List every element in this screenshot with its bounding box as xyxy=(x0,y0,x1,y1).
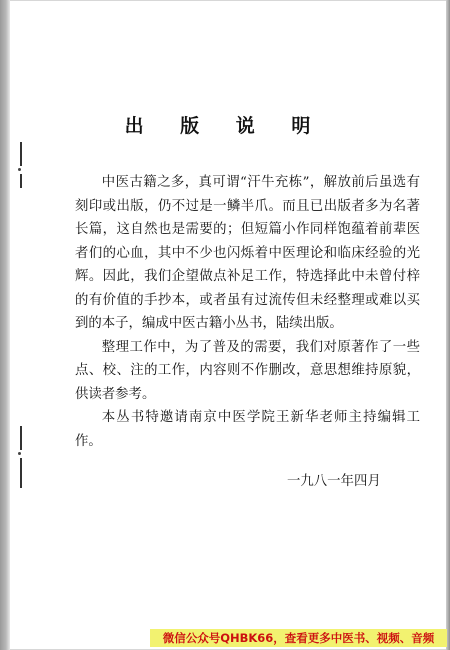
scan-mark xyxy=(20,426,22,450)
date-signature: 一九八一年四月 xyxy=(287,474,381,489)
paragraph: 中医古籍之多，真可谓“汗牛充栋”，解放前后虽选有刻印或出版，仍不过是一鳞半爪。而且已出版者多为名著长篇，这自然也是需要的；但短篇小作同样饱蕴着前辈医者们的心血，其中不少也闪烁着中医理论和临床经验的光辉。因此，我们企望做点补足工作，特选择此中未曾付梓的有价值的手抄本，或者虽有过流传但未经整理或难以买到的本子，编成中医古籍小丛书，陆续出版。 xyxy=(75,175,420,331)
scan-mark xyxy=(20,174,22,188)
scan-mark xyxy=(18,168,21,171)
scan-mark xyxy=(18,452,21,455)
page-left-edge xyxy=(0,0,10,650)
page-title: 出 版 说 明 xyxy=(124,115,326,137)
watermark-banner: 微信公众号QHBK66，查看更多中医书、视频、音频 xyxy=(150,629,447,647)
scan-mark xyxy=(20,458,22,488)
body-text xyxy=(75,171,420,453)
paragraph: 本丛书特邀请南京中医学院王新华老师主持编辑工作。 xyxy=(75,410,420,449)
paragraph: 整理工作中，为了普及的需要，我们对原著作了一些点、校、注的工作，内容则不作删改，意思想维持原貌，供读者参考。 xyxy=(75,339,420,402)
page-right-edge xyxy=(446,0,450,650)
scan-mark xyxy=(20,142,22,166)
